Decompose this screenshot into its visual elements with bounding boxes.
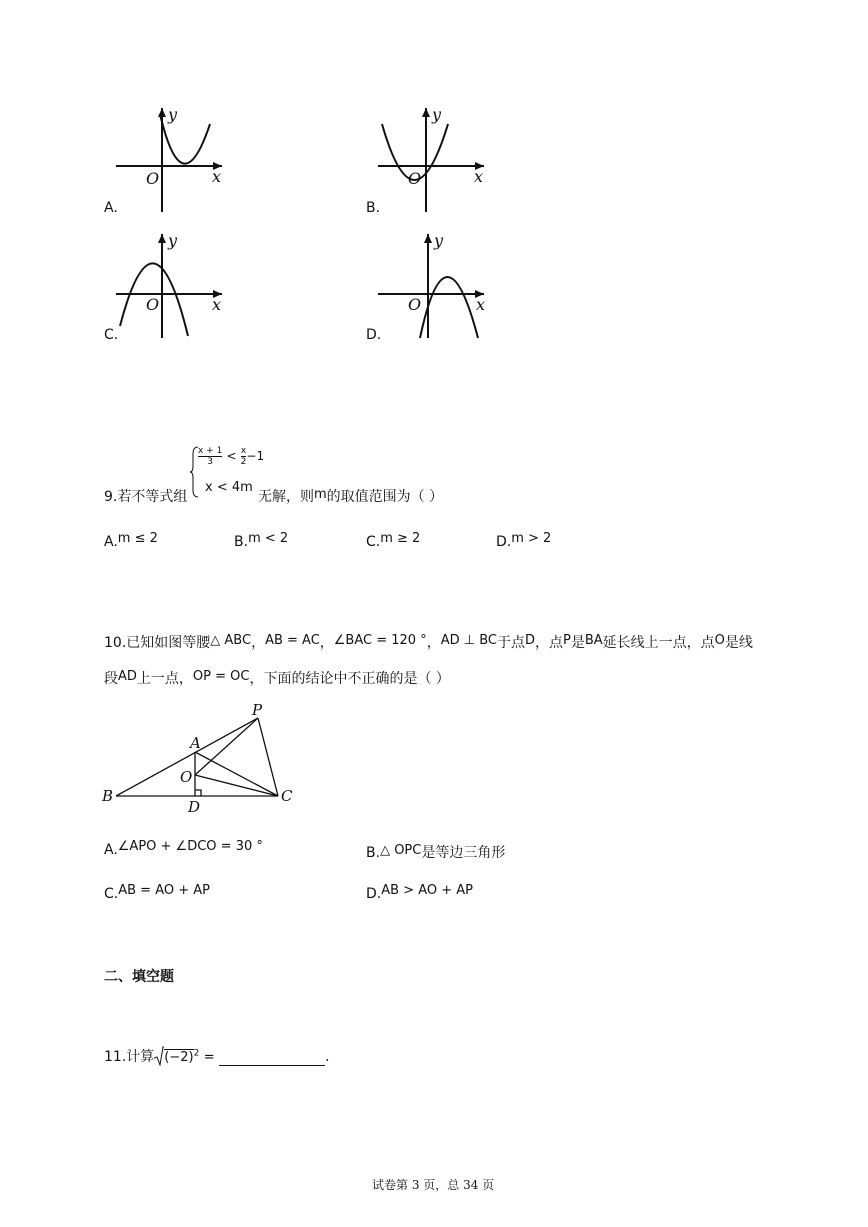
axis-x-label: x <box>212 167 222 186</box>
q11-prefix: 11.计算 <box>104 1049 155 1065</box>
axis-x-label: x <box>212 295 222 314</box>
graph-option-d <box>372 226 492 341</box>
graph-option-b <box>372 100 492 215</box>
q9-var: m <box>314 487 327 502</box>
option-b-letter: B. <box>366 200 381 216</box>
q9-inequality-1 <box>198 446 264 467</box>
section-title: 二、填空题 <box>104 969 174 985</box>
q10-triangle-figure <box>96 700 306 818</box>
q11-sqrt <box>154 1046 199 1066</box>
axis-y-label: y <box>432 105 442 124</box>
q11-radicand: (−2) <box>164 1050 194 1065</box>
q10-option-b: B.△ OPC是等边三角形 <box>366 843 506 861</box>
q11-equals: = <box>203 1050 215 1065</box>
axis-y-label: y <box>168 105 178 124</box>
q10-line-1: 10.已知如图等腰△ ABC，AB = AC，∠BAC = 120 °，AD ⊥ BC于点D，点P是BA延长线上一点，点O是线 <box>104 633 753 651</box>
label-B: B <box>102 787 114 805</box>
q11-line <box>104 1046 330 1066</box>
origin-label: O <box>408 295 422 314</box>
axis-x-label: x <box>474 167 484 186</box>
label-O: O <box>180 768 193 786</box>
answer-blank[interactable] <box>219 1051 325 1066</box>
frac1-num: x + 1 <box>198 446 223 456</box>
ineq1-tail: −1 <box>246 449 265 463</box>
graph-option-a <box>110 100 230 215</box>
q9-option-a: A.m ≤ 2 <box>104 531 158 550</box>
frac1-den: 3 <box>198 456 222 467</box>
axis-y-label: y <box>434 231 444 250</box>
label-C: C <box>281 787 293 805</box>
q9-prefix: 9.若不等式组 <box>104 489 188 505</box>
frac2-num: x <box>240 446 247 456</box>
origin-label: O <box>146 169 160 188</box>
ineq1-op: < <box>226 449 237 463</box>
label-D: D <box>188 798 201 816</box>
page-footer: 试卷第 3 页，总 34 页 <box>372 1178 495 1192</box>
q9-option-c: C.m ≥ 2 <box>366 531 421 550</box>
origin-label: O <box>408 169 422 188</box>
q9-inequality-2: x < 4m <box>205 480 253 495</box>
q10-option-d: D.AB > AO + AP <box>366 883 473 902</box>
q10-option-c: C.AB = AO + AP <box>104 883 210 902</box>
q10-line-2: 段AD上一点，OP = OC，下面的结论中不正确的是（ ） <box>104 669 450 687</box>
option-d-letter: D. <box>366 327 382 343</box>
axis-y-label: y <box>168 231 178 250</box>
q10-option-a: A.∠APO + ∠DCO = 30 ° <box>104 839 263 858</box>
frac2-den: 2 <box>240 457 247 467</box>
label-P: P <box>252 701 263 719</box>
q9-suffix-a: 无解，则 <box>258 489 314 505</box>
q9-option-d: D.m > 2 <box>496 531 552 550</box>
option-a-letter: A. <box>104 200 118 216</box>
graph-option-c <box>110 226 230 341</box>
q11-end: . <box>325 1049 330 1065</box>
q11-exponent: 2 <box>193 1048 200 1059</box>
origin-label: O <box>146 295 160 314</box>
q9-option-b: B.m < 2 <box>234 531 289 550</box>
label-A: A <box>190 734 201 752</box>
axis-x-label: x <box>476 295 486 314</box>
q9-suffix-b: 的取值范围为（ ） <box>326 489 444 505</box>
q9-suffix <box>258 486 443 506</box>
option-c-letter: C. <box>104 327 119 343</box>
